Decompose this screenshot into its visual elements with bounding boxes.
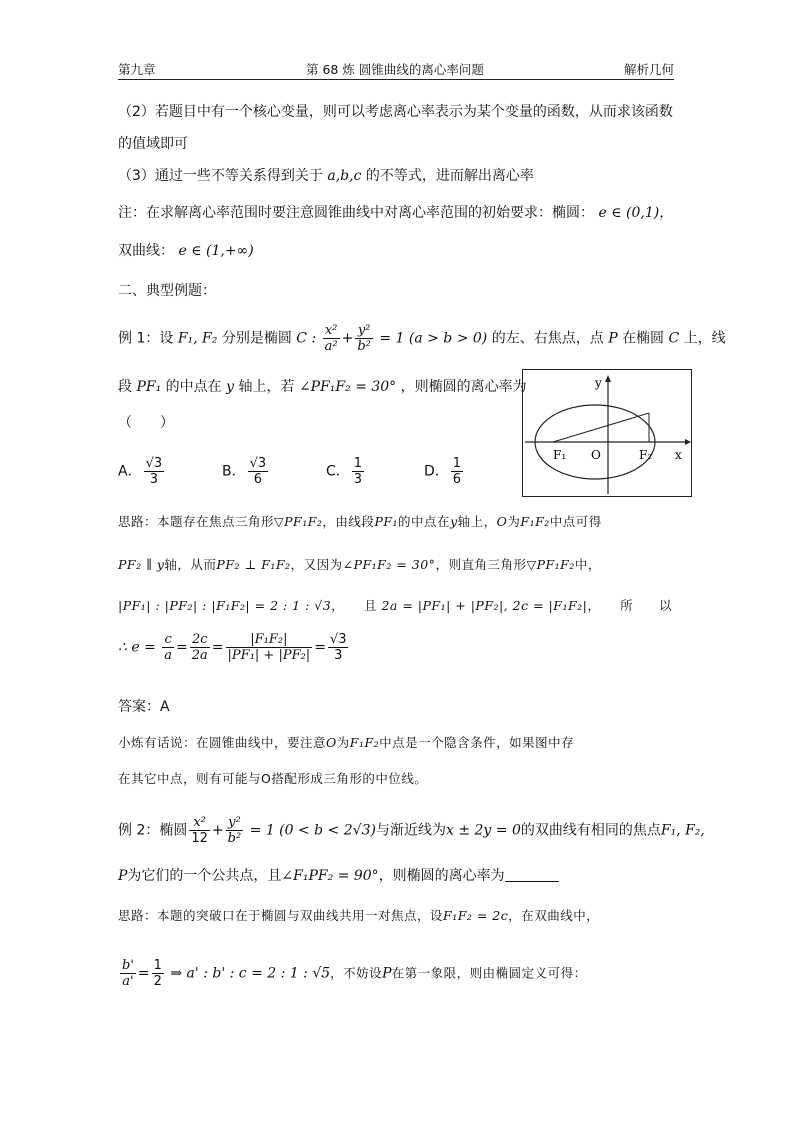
text: 轴上， <box>457 514 497 529</box>
text: 中点可得 <box>549 514 602 529</box>
math: F₁, F₂ <box>177 330 218 347</box>
math: |PF₁| : |PF₂| : |F₁F₂| = 2 : 1 : √3 <box>118 598 332 613</box>
numerator: y² <box>355 323 373 339</box>
text: 为 <box>507 514 521 529</box>
numerator: 1 <box>153 958 162 973</box>
fraction <box>190 632 210 663</box>
math: e ∈ (1,+∞) <box>178 243 254 259</box>
numerator: c <box>162 632 174 648</box>
numerator: 2c <box>190 632 210 648</box>
operator: = <box>176 639 188 656</box>
numerator: x² <box>323 323 340 339</box>
denominator: |PF₁| + |PF₂| <box>227 648 311 663</box>
text: 的中点在 <box>398 514 451 529</box>
math: O <box>496 514 508 529</box>
x-axis-label: x <box>675 448 682 462</box>
chapter-label: 第九章 <box>118 62 156 77</box>
text: ，由线段 <box>322 514 375 529</box>
math: PF₁ <box>136 379 162 395</box>
math: C <box>668 330 680 347</box>
denominator: 3 <box>149 472 158 487</box>
ex1-paren: （ ） <box>118 415 174 431</box>
denominator: a' <box>122 974 134 989</box>
fraction <box>323 323 340 354</box>
text: ，则椭圆的离心率为 <box>400 379 527 395</box>
numerator: y² <box>226 815 244 831</box>
x-axis-arrow <box>685 439 691 445</box>
denominator: 2a <box>191 648 208 663</box>
option-d <box>424 456 465 487</box>
ex1-tip-line1 <box>118 733 574 753</box>
math: x ± 2y = 0 <box>445 822 521 839</box>
operator: = <box>314 639 326 656</box>
f1-label: F₁ <box>553 448 567 462</box>
note-line2 <box>118 241 254 261</box>
y-axis-label: y <box>595 376 602 390</box>
numerator: √3 <box>329 632 347 647</box>
fraction <box>328 632 349 663</box>
denominator: b² <box>357 339 371 354</box>
text: 例 1：设 <box>118 330 174 347</box>
text: 为 <box>336 735 350 750</box>
operator: + <box>341 330 354 347</box>
numerator: b' <box>122 958 134 973</box>
ex2-statement-line2 <box>118 866 559 886</box>
ex2-solution-line1 <box>118 906 599 926</box>
section-title: 二、典型例题： <box>118 283 216 299</box>
text: 的不等式，进而解出离心率 <box>365 168 534 184</box>
math: ▽PF₁F₂ <box>526 557 575 572</box>
math: P <box>382 965 392 982</box>
denominator: a² <box>324 339 338 354</box>
ex1-solution-line4 <box>118 632 350 663</box>
math: 2a = |PF₁| + |PF₂|, 2c = |F₁F₂| <box>381 598 588 613</box>
math: P <box>608 330 618 347</box>
ex1-tip-line2: 在其它中点，则有可能与O搭配形成三角形的中位线。 <box>118 771 428 786</box>
text: 双曲线： <box>118 243 174 259</box>
denominator: b² <box>227 831 242 846</box>
text: ， 且 <box>331 598 377 613</box>
ex1-solution-line1 <box>118 512 602 532</box>
y-axis-arrow <box>605 375 611 382</box>
denominator: 12 <box>191 831 208 846</box>
ex1-solution-line3 <box>118 596 672 616</box>
subject-label: 解析几何 <box>624 62 675 77</box>
math: e ∈ (0,1)， <box>598 205 674 221</box>
math: y <box>226 379 235 395</box>
math: F₁F₂ = 2c <box>443 908 509 923</box>
denominator: 2 <box>153 974 162 989</box>
numerator: √3 <box>145 456 163 471</box>
math: ⇒ a' : b' : c = 2 : 1 : √5 <box>170 965 331 982</box>
fraction <box>451 456 463 487</box>
denominator: 6 <box>452 472 462 487</box>
ex2-statement-line1 <box>118 815 705 846</box>
math: C : <box>296 330 317 347</box>
numerator: x² <box>189 815 210 831</box>
fraction <box>355 323 373 354</box>
segment-pf1 <box>553 413 649 442</box>
ex1-statement-line1 <box>118 323 726 354</box>
method-point-2-line2: 的值域即可 <box>118 136 188 152</box>
math: O <box>326 735 337 750</box>
text: 分别是椭圆 <box>221 330 292 347</box>
text: 在第一象限，则由椭圆定义可得： <box>391 965 587 981</box>
math: ∠PF₁F₂ = 30° <box>298 379 397 395</box>
option-key: C． <box>326 463 350 480</box>
operator: = <box>211 639 224 656</box>
option-c <box>326 456 366 487</box>
text: 与渐近线为 <box>375 822 446 839</box>
fraction <box>162 632 174 663</box>
option-key: B． <box>222 463 246 480</box>
denominator: a <box>164 648 173 663</box>
origin-label: O <box>591 448 601 462</box>
math: ∠F₁PF₂ = 90° <box>281 868 379 884</box>
text: ，不妨设 <box>330 965 383 981</box>
math: ∠PF₁F₂ = 30° <box>342 557 436 572</box>
text: 的左、右焦点，点 <box>491 330 604 347</box>
numerator: 1 <box>353 456 363 471</box>
fraction <box>189 815 210 846</box>
text: 为它们的一个公共点，且 <box>127 868 282 884</box>
denominator: 6 <box>253 472 263 487</box>
option-a <box>118 456 166 487</box>
ellipse-diagram <box>523 370 691 496</box>
math: F₁F₂ <box>349 735 380 750</box>
method-point-3 <box>118 166 534 186</box>
header-rule <box>118 79 674 80</box>
numerator: |F₁F₂| <box>226 632 313 648</box>
math: ▽PF₁F₂ <box>274 514 323 529</box>
text: （3）通过一些不等关系得到关于 <box>118 168 323 184</box>
text: 中， <box>574 557 601 572</box>
option-key: A． <box>118 463 142 480</box>
numerator: 1 <box>452 456 462 471</box>
math: = 1 (0 < b < 2√3) <box>249 822 376 839</box>
text: 例 2：椭圆 <box>118 822 188 839</box>
denominator: 3 <box>353 472 363 487</box>
operator: + <box>211 822 224 839</box>
text: 小炼有话说：在圆锥曲线中，要注意 <box>118 735 327 750</box>
option-b <box>222 456 270 487</box>
math: PF₂ ⊥ F₁F₂ <box>216 557 291 572</box>
text: 上，线 <box>683 330 726 347</box>
numerator: √3 <box>249 456 267 471</box>
text: 段 <box>118 379 132 395</box>
option-key: D． <box>424 463 449 480</box>
ex1-statement-line2 <box>118 377 527 397</box>
answer-blank <box>505 867 559 882</box>
fraction <box>144 456 165 487</box>
ex2-solution-line2 <box>118 958 587 989</box>
f2-label: F₂ <box>639 448 653 462</box>
math: F₁, F₂, <box>660 822 705 839</box>
math: a,b,c <box>327 168 362 184</box>
text: ，在双曲线中， <box>508 908 600 923</box>
operator: = <box>137 965 150 982</box>
method-point-2-line1: （2）若题目中有一个核心变量，则可以考虑离心率表示为某个变量的函数，从而求该函数 <box>118 104 673 120</box>
text: 在椭圆 <box>622 330 665 347</box>
ellipse-figure <box>522 369 692 497</box>
lesson-title: 第 68 炼 圆锥曲线的离心率问题 <box>306 62 484 77</box>
denominator: 3 <box>334 648 343 663</box>
text: 注：在求解离心率范围时要注意圆锥曲线中对离心率范围的初始要求：椭圆： <box>118 205 594 221</box>
math: PF₂ ∥ y <box>118 557 165 572</box>
note-line1 <box>118 203 673 223</box>
fraction <box>152 958 164 989</box>
fraction <box>226 815 244 846</box>
fraction <box>120 958 136 989</box>
text: ，又因为 <box>290 557 343 572</box>
math: P <box>118 868 128 884</box>
math: ∴ e = <box>118 639 156 656</box>
ex1-answer: 答案：A <box>118 699 170 715</box>
text: ，则直角三角形 <box>435 557 527 572</box>
text: 轴，从而 <box>164 557 217 572</box>
ex1-solution-line2 <box>118 555 601 575</box>
math: = 1 (a > b > 0) <box>379 330 488 347</box>
text: 的双曲线有相同的焦点 <box>520 822 661 839</box>
text: ， 所 以 <box>587 598 673 613</box>
fraction <box>248 456 269 487</box>
text: 中点是一个隐含条件，如果图中存 <box>379 735 575 750</box>
fraction <box>226 632 313 663</box>
text: 思路：本题存在焦点三角形 <box>118 514 275 529</box>
fraction <box>352 456 364 487</box>
text: ，则椭圆的离心率为 <box>378 868 505 884</box>
text: 思路：本题的突破口在于椭圆与双曲线共用一对焦点，设 <box>118 908 444 923</box>
text: 的中点在 <box>165 379 222 395</box>
math: F₁F₂ <box>520 514 550 529</box>
math: y <box>450 514 458 529</box>
math: PF₁ <box>374 514 399 529</box>
text: 轴上，若 <box>238 379 295 395</box>
